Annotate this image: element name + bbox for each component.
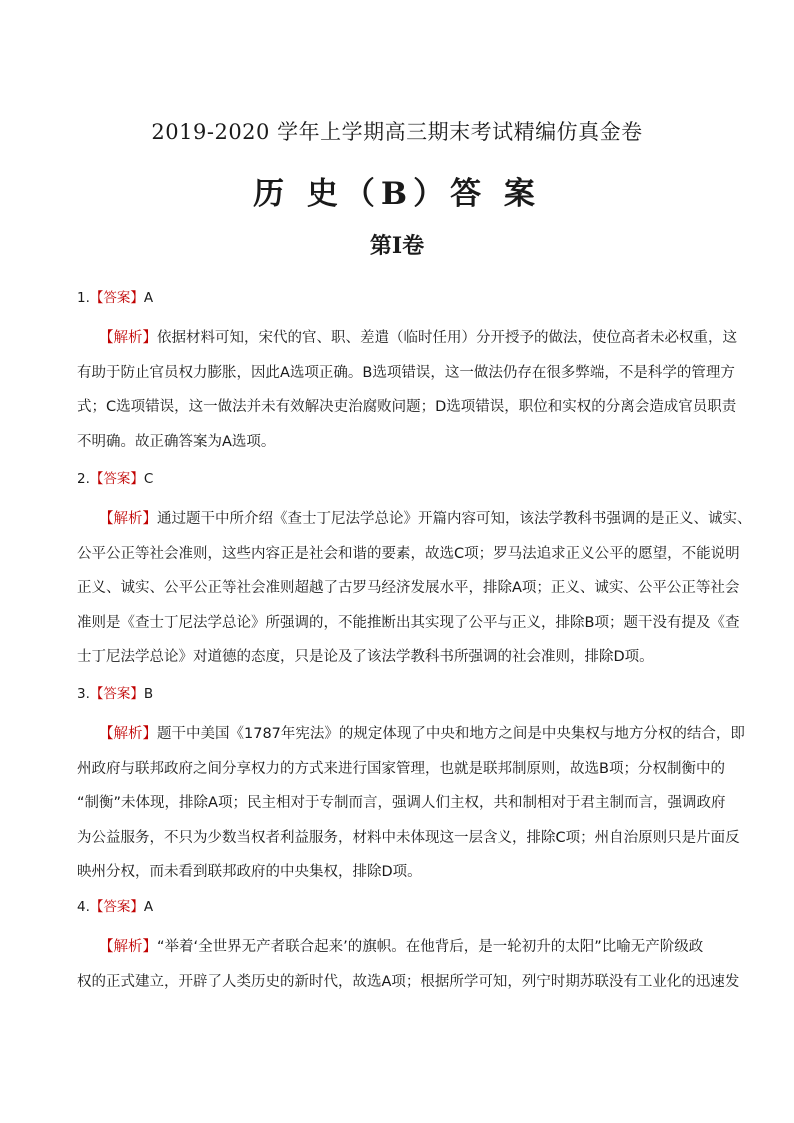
section-title: 第Ⅰ卷 <box>369 233 425 259</box>
question-4-analysis <box>77 930 740 999</box>
answer-tag: 【答案】 <box>89 471 144 487</box>
analysis-line: 映州分权，而未看到联邦政府的中央集权，排除D项。 <box>77 864 422 880</box>
answer-value: B <box>143 686 154 702</box>
analysis-line: 正义、诚实、公平公正等社会准则超越了古罗马经济发展水平，排除A项；正义、诚实、公平公正等社会 <box>77 580 740 596</box>
analysis-line: 准则是《查士丁尼法学总论》所强调的，不能推断出其实现了公平与正义，排除B项；题干没有提及《查 <box>77 614 740 631</box>
analysis-line: 士丁尼法学总论》对道德的态度，只是论及了该法学教科书所强调的社会准则，排除D项。 <box>77 649 654 665</box>
analysis-tag: 【解析】 <box>99 330 157 346</box>
answer-value: A <box>143 290 154 306</box>
analysis-line: 州政府与联邦政府之间分享权力的方式来进行国家管理，也就是联邦制原则，故选B项；分权制衡中的 <box>77 760 725 777</box>
question-number: 2. <box>77 471 90 487</box>
question-1-analysis <box>77 321 737 459</box>
answer-value: A <box>143 899 154 915</box>
exam-title: 2019-2020 学年上学期高三期末考试精编仿真金卷 <box>151 120 643 144</box>
question-2-analysis <box>77 502 752 675</box>
question-1-answer <box>77 286 153 306</box>
analysis-text: 题干中美国《1787年宪法》的规定体现了中央和地方之间是中央集权与地方分权的结合，即 <box>157 726 745 742</box>
analysis-line: 式；C选项错误，这一做法并未有效解决吏治腐败问题；D选项错误，职位和实权的分离会造成官员职责 <box>77 399 737 415</box>
question-3-analysis <box>77 717 745 890</box>
answer-tag: 【答案】 <box>89 686 144 702</box>
answer-tag: 【答案】 <box>89 899 144 915</box>
analysis-tag: 【解析】 <box>99 511 157 527</box>
analysis-line: 为公益服务，不只为少数当权者利益服务，材料中未体现这一层含义，排除C项；州自治原则只是片面反 <box>77 829 740 846</box>
analysis-line <box>77 930 727 965</box>
analysis-line: 不明确。故正确答案为A选项。 <box>77 433 276 450</box>
analysis-tag: 【解析】 <box>99 939 157 955</box>
question-2-answer <box>77 467 153 487</box>
subject-title: 历 史（B）答 案 <box>253 176 541 212</box>
answer-tag: 【答案】 <box>89 290 144 306</box>
analysis-line <box>77 717 745 752</box>
analysis-line <box>77 502 752 537</box>
question-number: 3. <box>77 686 90 702</box>
analysis-tag: 【解析】 <box>99 726 157 742</box>
analysis-text: 依据材料可知，宋代的官、职、差遣（临时任用）分开授予的做法，使位高者未必权重，这 <box>157 330 737 346</box>
analysis-line <box>77 321 737 356</box>
analysis-text: 通过题干中所介绍《查士丁尼法学总论》开篇内容可知，该法学教科书强调的是正义、诚实、 <box>157 511 752 527</box>
answer-value: C <box>143 471 154 487</box>
analysis-text: “举着‘全世界无产者联合起来’的旗帜。在他背后，是一轮初升的太阳”比喻无产阶级政 <box>157 939 704 955</box>
question-number: 4. <box>77 899 90 915</box>
analysis-line: 有助于防止官员权力膨胀，因此A选项正确。B选项错误，这一做法仍存在很多弊端，不是科学的管理方 <box>77 364 735 381</box>
analysis-line: “制衡”未体现，排除A项；民主相对于专制而言，强调人们主权，共和制相对于君主制而言，强调政府 <box>77 795 726 811</box>
analysis-line: 公平公正等社会准则，这些内容正是社会和谐的要素，故选C项；罗马法追求正义公平的愿望，不能说明 <box>77 545 740 562</box>
question-3-answer <box>77 682 153 702</box>
analysis-line: 权的正式建立，开辟了人类历史的新时代，故选A项；根据所学可知，列宁时期苏联没有工业化的迅速发 <box>77 973 740 990</box>
question-4-answer <box>77 895 153 915</box>
question-number: 1. <box>77 290 90 306</box>
